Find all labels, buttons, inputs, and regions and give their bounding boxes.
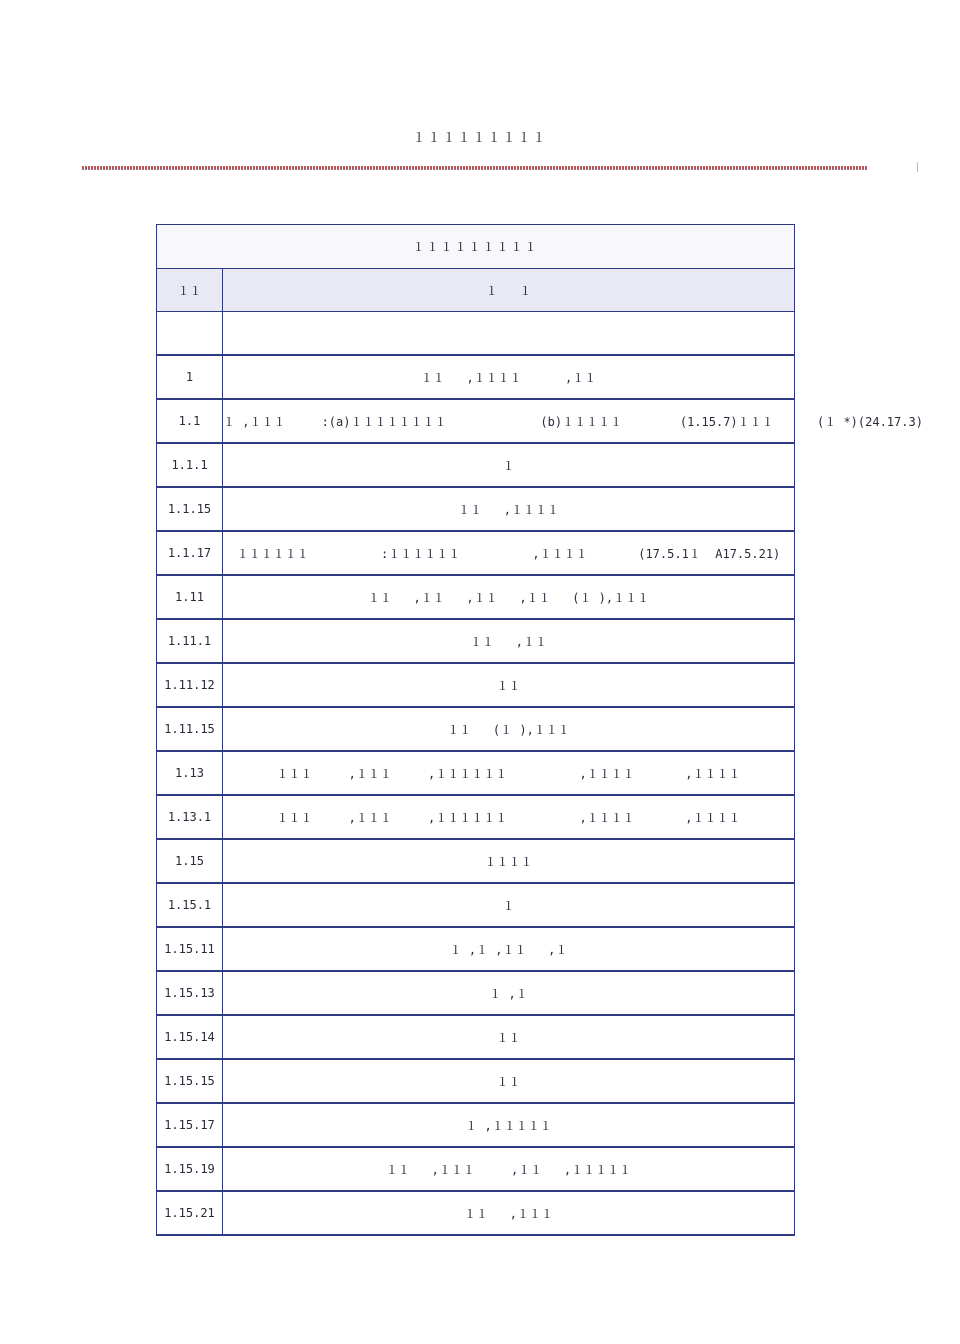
row-code-cell: 1	[157, 355, 223, 399]
table-row	[157, 883, 795, 927]
row-code-cell: 1.15.17	[157, 1103, 223, 1147]
row-description-cell: １	[223, 883, 795, 927]
row-description-cell: １１１ ,１１１ ,１１１１１１ ,１１１１ ,１１１１	[223, 751, 795, 795]
row-code-cell: 1.15.13	[157, 971, 223, 1015]
code-table	[156, 224, 923, 1236]
row-code-cell: 1.11.12	[157, 663, 223, 707]
row-description-cell	[223, 312, 795, 356]
row-code-cell: 1.13	[157, 751, 223, 795]
row-description-cell: １１１ ,１１１ ,１１１１１１ ,１１１１ ,１１１１	[223, 795, 795, 839]
table-row	[157, 312, 795, 356]
table-row	[157, 1191, 795, 1235]
row-code-cell: 1.15.1	[157, 883, 223, 927]
row-code-cell: 1.15.14	[157, 1015, 223, 1059]
row-description-cell: １１１１	[223, 839, 795, 883]
row-description-cell: １１ ,１１１ ,１１ ,１１１１１	[223, 1147, 795, 1191]
table-row	[157, 971, 795, 1015]
row-description-cell: １１ ,１１１	[223, 1191, 795, 1235]
table-row	[157, 927, 795, 971]
table-row	[157, 531, 795, 575]
table-row	[157, 1103, 795, 1147]
margin-tick	[917, 162, 918, 172]
row-code-cell: 1.1.1	[157, 443, 223, 487]
row-description-cell: １１	[223, 663, 795, 707]
table-row	[157, 839, 795, 883]
page-title: １１１１１１１１１	[412, 131, 548, 146]
row-code-cell: 1.15.21	[157, 1191, 223, 1235]
table-row	[157, 487, 795, 531]
table-row	[157, 707, 795, 751]
table-row	[157, 443, 795, 487]
row-description-cell: １１ ,１１ ,１１ ,１１ (１ ),１１１	[223, 575, 795, 619]
row-code-cell	[157, 312, 223, 356]
row-code-cell: 1.1.15	[157, 487, 223, 531]
row-description-cell: １	[223, 443, 795, 487]
table-header-row	[157, 269, 795, 312]
table-caption-row	[157, 225, 795, 269]
row-description-cell: １ ,１１１１１	[223, 1103, 795, 1147]
row-code-cell: 1.15	[157, 839, 223, 883]
table-row	[157, 663, 795, 707]
column-header-code: １１	[157, 269, 223, 312]
row-code-cell: 1.15.15	[157, 1059, 223, 1103]
table-row	[157, 619, 795, 663]
row-description-cell: １ ,１１１ :(a)１１１１１１１１ (b)１１１１１ (1.15.7)１１１ (１ *)(24.17.3)	[223, 399, 795, 443]
row-code-cell: 1.1	[157, 399, 223, 443]
table-row	[157, 1147, 795, 1191]
table-row	[157, 795, 795, 839]
table-row	[157, 355, 795, 399]
row-description-cell: １１１１１１ :１１１１１１ ,１１１１ (17.5.1１ A17.5.21)	[223, 531, 795, 575]
row-description-cell: １ ,１	[223, 971, 795, 1015]
table-row	[157, 575, 795, 619]
row-description-cell: １ ,１ ,１１ ,１	[223, 927, 795, 971]
header-divider	[82, 166, 868, 170]
row-code-cell: 1.15.19	[157, 1147, 223, 1191]
row-description-cell: １１ ,１１	[223, 619, 795, 663]
column-header-description: １ １	[223, 269, 795, 312]
row-description-cell: １１	[223, 1059, 795, 1103]
row-code-cell: 1.11	[157, 575, 223, 619]
table-caption: １１１１１１１１１	[157, 225, 795, 269]
row-description-cell: １１ ,１１１１ ,１１	[223, 355, 795, 399]
table-row	[157, 1059, 795, 1103]
row-description-cell: １１ ,１１１１	[223, 487, 795, 531]
row-code-cell: 1.11.1	[157, 619, 223, 663]
table-row	[157, 751, 795, 795]
row-description-cell: １１	[223, 1015, 795, 1059]
row-code-cell: 1.13.1	[157, 795, 223, 839]
row-code-cell: 1.11.15	[157, 707, 223, 751]
row-code-cell: 1.1.17	[157, 531, 223, 575]
table-row	[157, 1015, 795, 1059]
row-description-cell: １１ (１ ),１１１	[223, 707, 795, 751]
row-code-cell: 1.15.11	[157, 927, 223, 971]
table-row	[157, 399, 795, 443]
